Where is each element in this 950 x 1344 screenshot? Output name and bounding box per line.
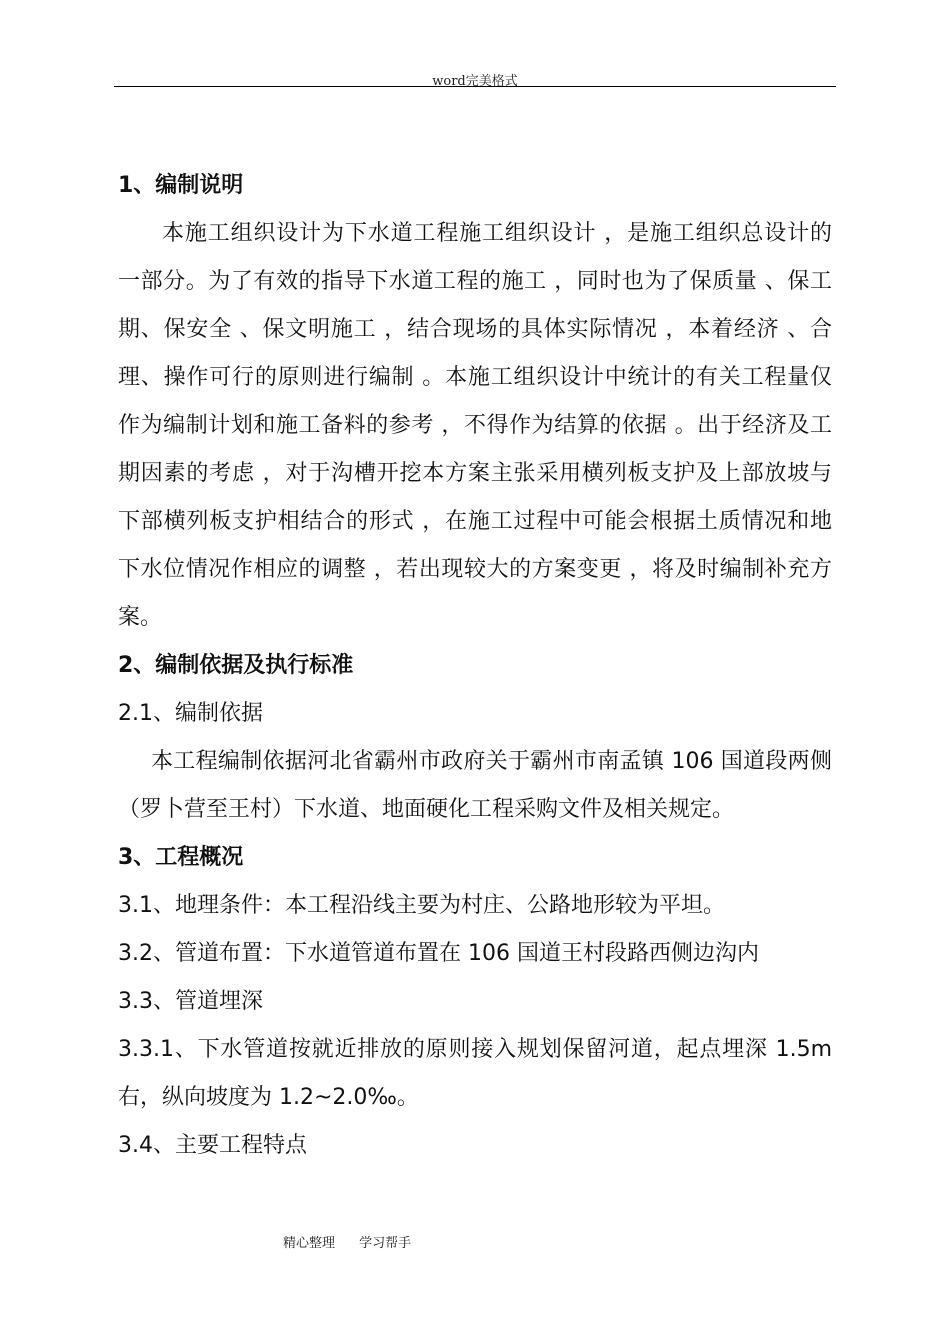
section-1-paragraph-line: 期、保安全 、保文明施工 ，结合现场的具体实际情况 ，本着经济 、合	[118, 317, 832, 342]
document-body	[118, 162, 832, 1170]
section-2-paragraph-line: 本工程编制依据河北省霸州市政府关于霸州市南孟镇 106 国道段两侧	[151, 749, 832, 774]
subsection-2-1-heading: 2.1、编制依据	[118, 701, 263, 726]
section-1-paragraph-line: 一部分。为了有效的指导下水道工程的施工 ，同时也为了保质量 、保工	[118, 269, 832, 294]
section-1-paragraph-line: 期因素的考虑 ，对于沟槽开挖本方案主张采用横列板支护及上部放坡与	[118, 461, 832, 486]
page-header: word完美格式	[432, 74, 518, 89]
section-1-paragraph-line: 本施工组织设计为下水道工程施工组织设计 ，是施工组织总设计的	[162, 221, 832, 246]
header-divider	[114, 86, 836, 87]
subsection-3-2: 3.2、管道布置：下水道管道布置在 106 国道王村段路西侧边沟内	[118, 941, 759, 966]
subsection-3-3-heading: 3.3、管道埋深	[118, 989, 263, 1014]
section-2-paragraph-line: （罗卜营至王村）下水道、地面硬化工程采购文件及相关规定。	[118, 797, 735, 822]
section-1-paragraph-line: 作为编制计划和施工备料的参考 ，不得作为结算的依据 。出于经济及工	[118, 413, 832, 438]
section-1-paragraph-line: 理、操作可行的原则进行编制 。本施工组织设计中统计的有关工程量仅	[118, 365, 832, 390]
subsection-3-3-1-line: 3.3.1、下水管道按就近排放的原则接入规划保留河道，起点埋深 1.5m	[118, 1037, 832, 1062]
page-footer: 精心整理 学习帮手	[283, 1236, 412, 1251]
section-3-heading: 3、工程概况	[118, 845, 244, 870]
section-1-paragraph-line: 案。	[118, 605, 163, 630]
section-1-paragraph-line: 下水位情况作相应的调整 ，若出现较大的方案变更 ，将及时编制补充方	[118, 557, 832, 582]
section-1-heading: 1、编制说明	[118, 173, 244, 198]
subsection-3-3-1-line: 右，纵向坡度为 1.2~2.0‰。	[118, 1085, 419, 1110]
section-1-paragraph-line: 下部横列板支护相结合的形式 ，在施工过程中可能会根据土质情况和地	[118, 509, 832, 534]
section-2-heading: 2、编制依据及执行标准	[118, 653, 354, 678]
subsection-3-1: 3.1、地理条件：本工程沿线主要为村庄、公路地形较为平坦。	[118, 893, 725, 918]
subsection-3-4-heading: 3.4、主要工程特点	[118, 1133, 307, 1158]
